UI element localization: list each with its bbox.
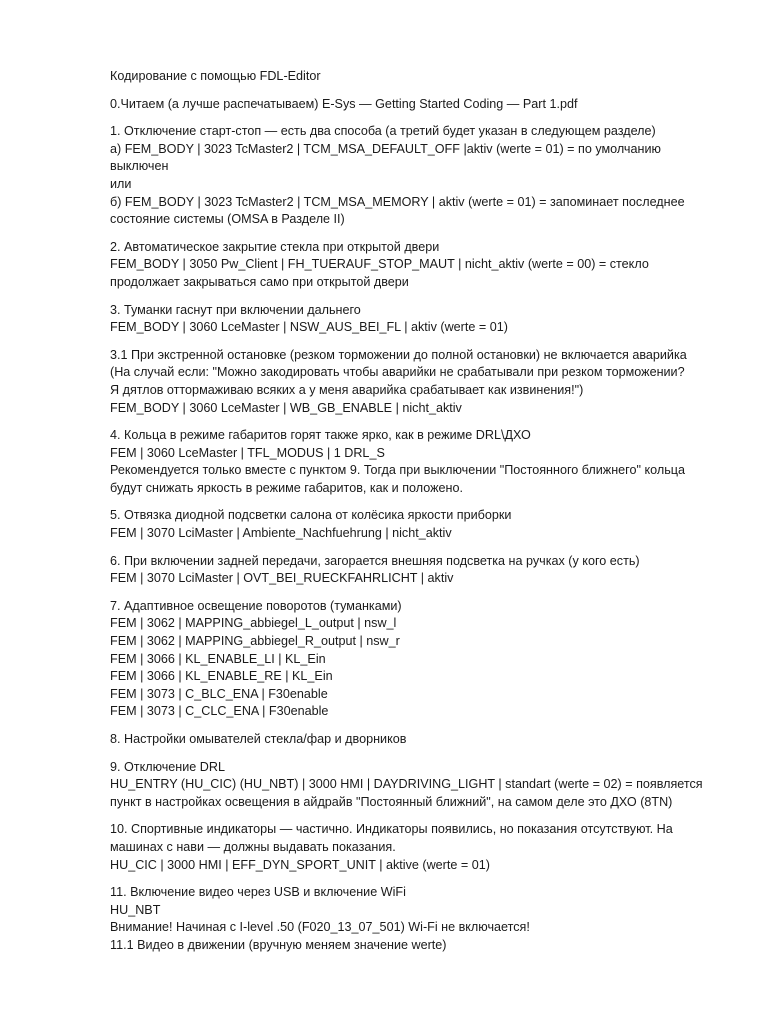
text-line: FEM | 3070 LciMaster | OVT_BEI_RUECKFAHRLICHT | aktiv	[110, 571, 454, 586]
text-line: FEM | 3070 LciMaster | Ambiente_Nachfuehrung | nicht_aktiv	[110, 526, 452, 541]
text-line: FEM | 3073 | C_BLC_ENA | F30enable	[110, 686, 328, 701]
text-line: 11.1 Видео в движении (вручную меняем значение werte)	[110, 937, 447, 952]
text-line: FEM_BODY | 3060 LceMaster | WB_GB_ENABLE | nicht_aktiv	[110, 400, 462, 415]
paragraph-drl	[110, 759, 730, 812]
paragraph-video-wifi	[110, 884, 730, 954]
text-line: выключен	[110, 159, 169, 174]
text-line: HU_NBT	[110, 902, 161, 917]
section-heading: 3.1 При экстренной остановке (резком торможении до полной остановки) не включается аварийка	[110, 347, 687, 362]
section-heading: 6. При включении задней передачи, загорается внешняя подсветка на ручках (у кого есть)	[110, 553, 640, 568]
section-heading: 11. Включение видео через USB и включение WiFi	[110, 885, 406, 900]
text-line: продолжает закрываться само при открытой двери	[110, 274, 409, 289]
text-line: состояние системы (OMSA в Разделе II)	[110, 212, 345, 227]
section-heading: 8. Настройки омывателей стекла/фар и дворников	[110, 732, 407, 746]
paragraph-reverse-light	[110, 553, 730, 588]
paragraph-washers	[110, 731, 730, 749]
text-line: или	[110, 176, 132, 191]
text-line: 0.Читаем (а лучше распечатываем) E-Sys — Getting Started Coding — Part 1.pdf	[110, 96, 578, 111]
document-title	[110, 68, 730, 86]
section-heading: 2. Автоматическое закрытие стекла при открытой двери	[110, 239, 440, 254]
paragraph-rings	[110, 427, 730, 497]
section-heading: 4. Кольца в режиме габаритов горят также ярко, как в режиме DRL\ДХО	[110, 428, 531, 443]
paragraph-window-close	[110, 239, 730, 292]
text-line: FEM_BODY | 3050 Pw_Client | FH_TUERAUF_STOP_MAUT | nicht_aktiv (werte = 00) = стекло	[110, 257, 649, 272]
text-line: будут снижать яркость в режиме габаритов, как и положено.	[110, 480, 463, 495]
paragraph-adaptive-lighting	[110, 598, 730, 721]
paragraph-start-stop	[110, 123, 730, 229]
text-line: Я дятлов оттормаживаю всяких а у меня аварийка срабатывает как извинения!")	[110, 382, 584, 397]
text-line: HU_ENTRY (HU_CIC) (HU_NBT) | 3000 HMI | DAYDRIVING_LIGHT | standart (werte = 02) = появляется	[110, 777, 703, 792]
section-heading: 3. Туманки гаснут при включении дальнего	[110, 302, 361, 317]
text-line: (На случай если: "Можно закодировать чтобы аварийки не срабатывали при резком торможении?	[110, 365, 685, 380]
text-line: Рекомендуется только вместе с пунктом 9. Тогда при выключении "Постоянного ближнего" кольца	[110, 463, 685, 478]
paragraph-ambient	[110, 507, 730, 542]
text-line: а) FEM_BODY | 3023 TcMaster2 | TCM_MSA_DEFAULT_OFF |aktiv (werte = 01) = по умолчанию	[110, 141, 661, 156]
text-line: FEM | 3066 | KL_ENABLE_LI | KL_Ein	[110, 651, 326, 666]
text-line: машинах с нави — должны выдавать показания.	[110, 839, 396, 854]
text-line: FEM | 3066 | KL_ENABLE_RE | KL_Ein	[110, 669, 333, 684]
section-heading: 7. Адаптивное освещение поворотов (туманками)	[110, 598, 402, 613]
paragraph-fog-lights	[110, 302, 730, 337]
text-line: FEM | 3073 | C_CLC_ENA | F30enable	[110, 704, 329, 719]
text-line: FEM_BODY | 3060 LceMaster | NSW_AUS_BEI_FL | aktiv (werte = 01)	[110, 320, 508, 335]
text-line: Кодирование с помощью FDL-Editor	[110, 69, 321, 83]
text-line: HU_CIC | 3000 HMI | EFF_DYN_SPORT_UNIT | aktive (werte = 01)	[110, 857, 490, 872]
paragraph-sport-indicators	[110, 821, 730, 874]
text-line: Внимание! Начиная с I-level .50 (F020_13_07_501) Wi-Fi не включается!	[110, 920, 530, 935]
text-line: б) FEM_BODY | 3023 TcMaster2 | TCM_MSA_MEMORY | aktiv (werte = 01) = запоминает последнее	[110, 194, 685, 209]
section-heading: 5. Отвязка диодной подсветки салона от колёсика яркости приборки	[110, 508, 512, 523]
section-heading: 1. Отключение старт-стоп — есть два способа (а третий будет указан в следующем разделе)	[110, 124, 656, 139]
paragraph-hazard-lights	[110, 347, 730, 417]
text-line: FEM | 3062 | MAPPING_abbiegel_R_output | nsw_r	[110, 634, 400, 649]
text-line: FEM | 3060 LceMaster | TFL_MODUS | 1 DRL_S	[110, 445, 385, 460]
document-page	[110, 68, 730, 965]
paragraph-reference	[110, 96, 730, 114]
section-heading: 10. Спортивные индикаторы — частично. Индикаторы появились, но показания отсутствуют. На	[110, 822, 673, 837]
section-heading: 9. Отключение DRL	[110, 759, 225, 774]
text-line: FEM | 3062 | MAPPING_abbiegel_L_output | nsw_l	[110, 616, 397, 631]
text-line: пункт в настройках освещения в айдрайв "Постоянный ближний", на самом деле это ДХО (8TN)	[110, 794, 673, 809]
